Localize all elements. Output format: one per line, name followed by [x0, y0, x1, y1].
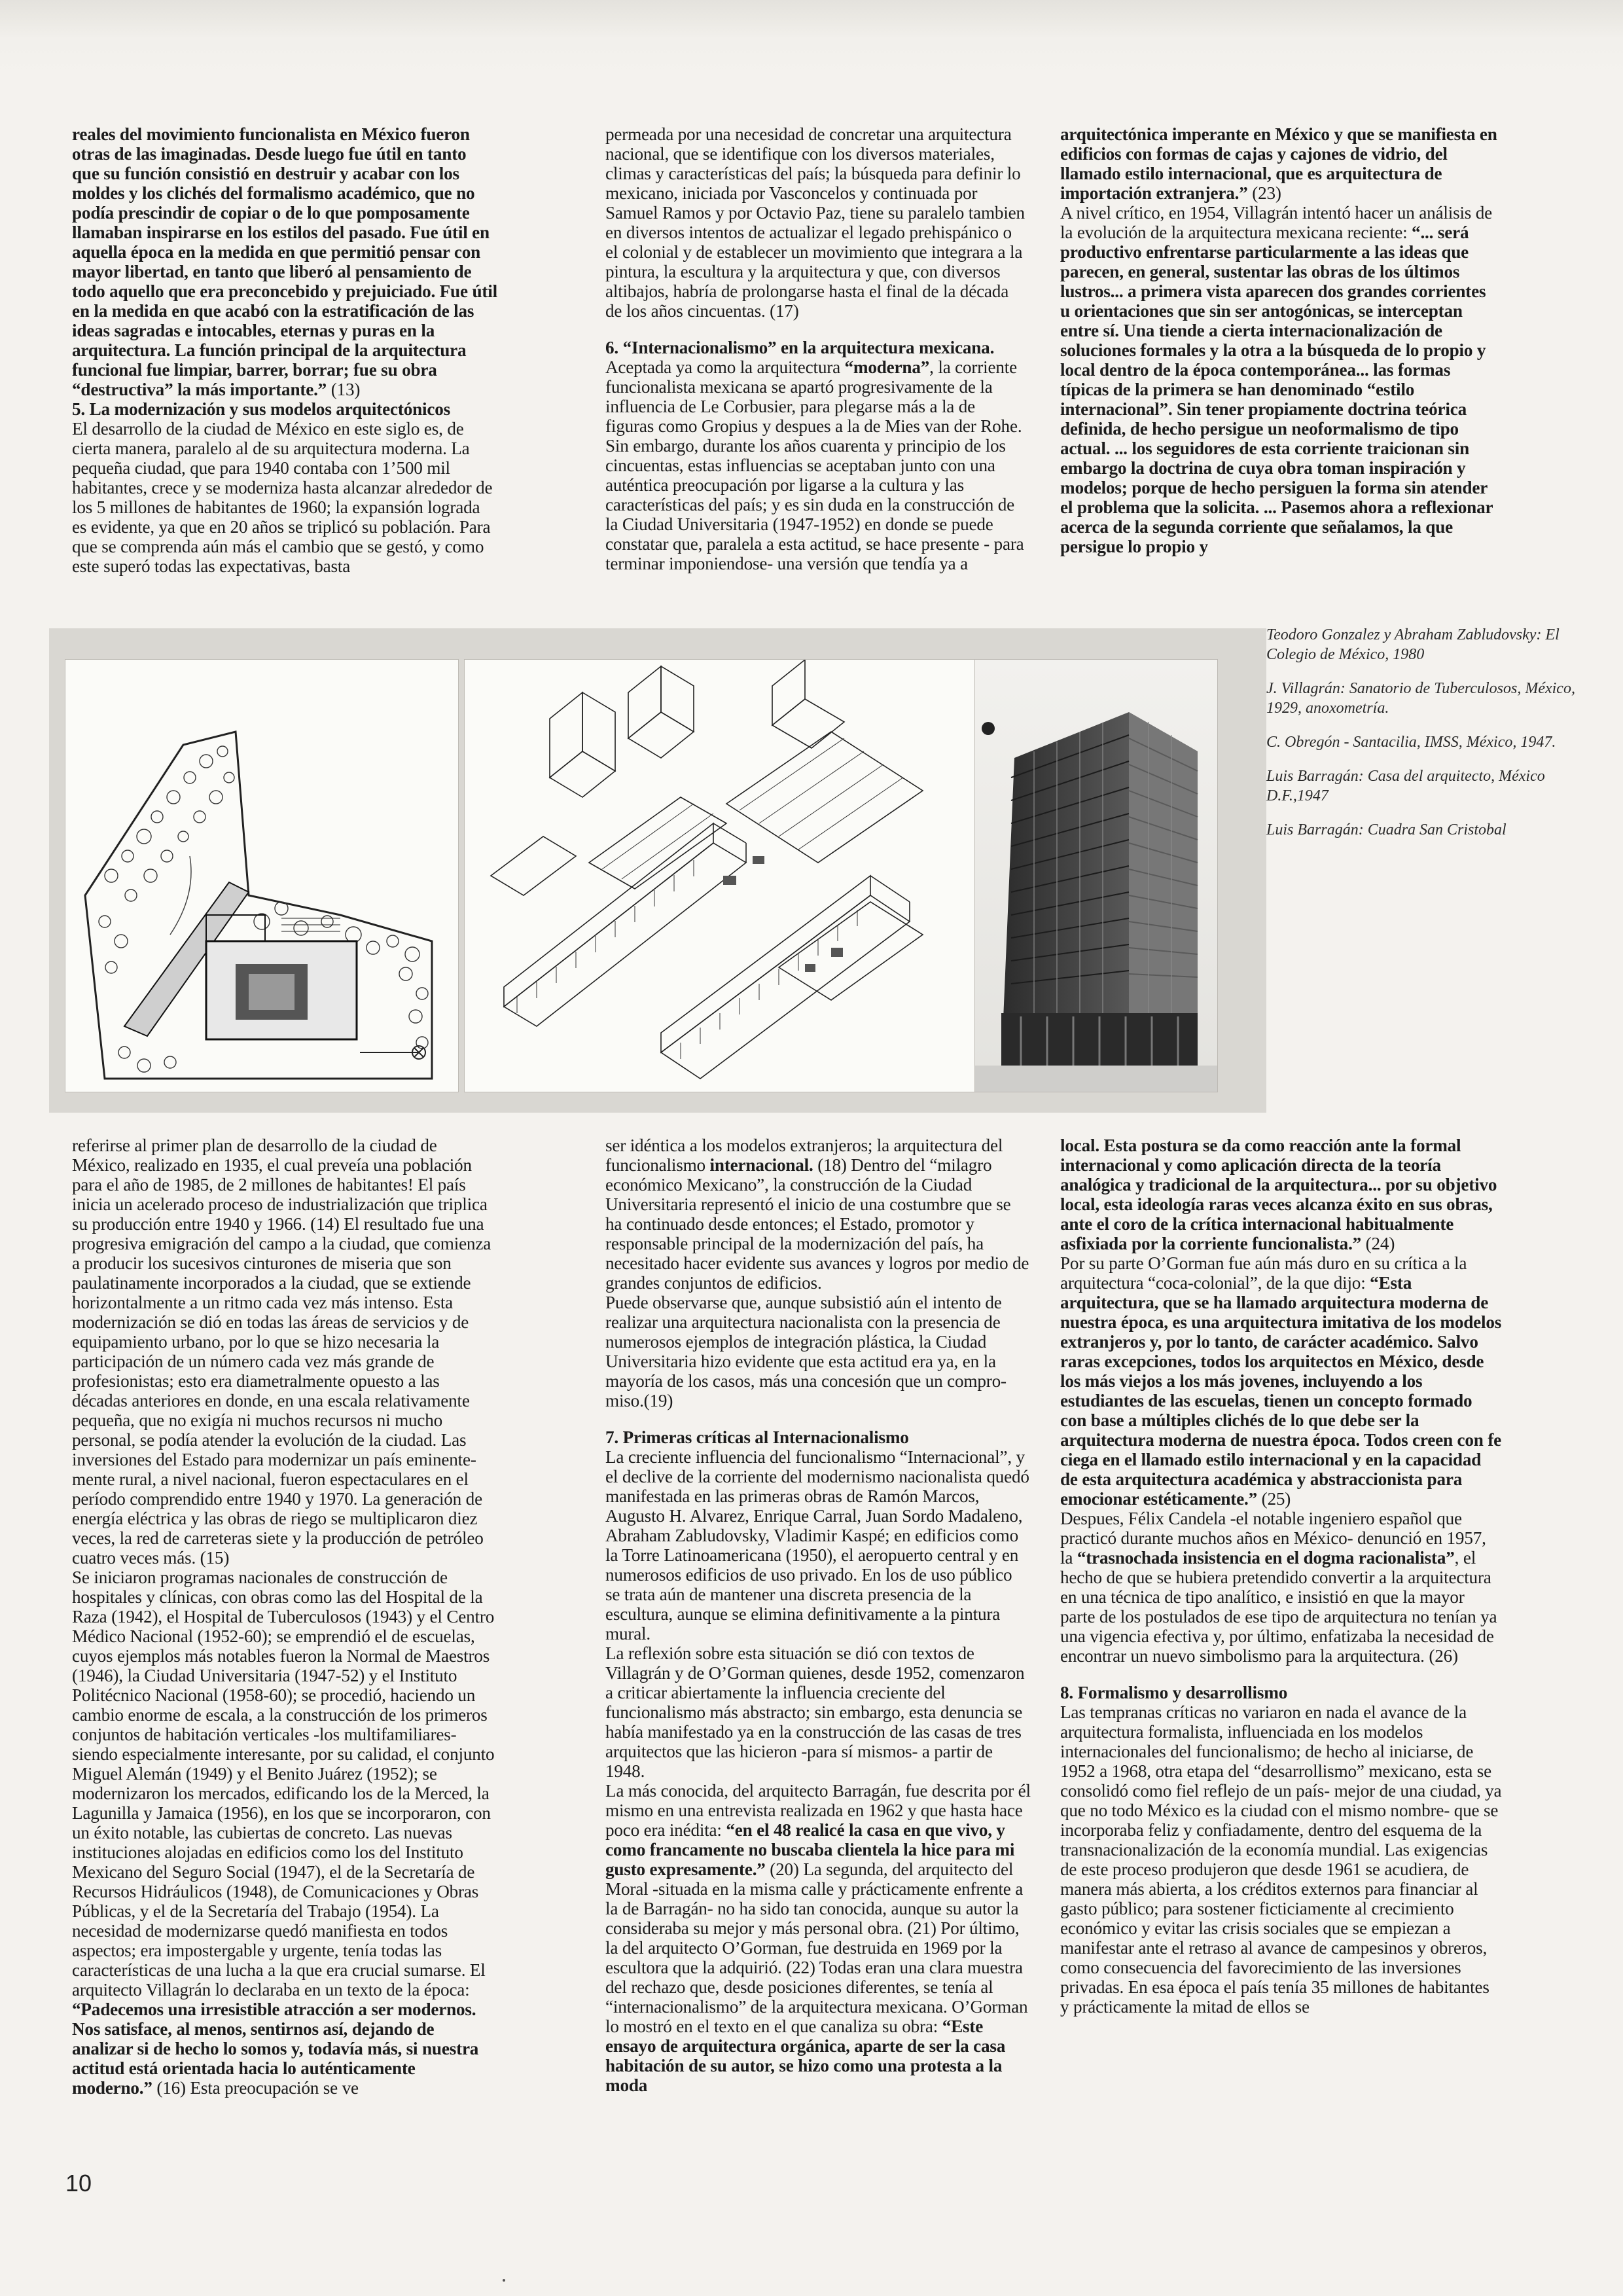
caption: J. Villagrán: Sanatorio de Tuberculosos, México, 1929, anoxometría. [1266, 680, 1575, 717]
text-span: La más conocida, del arquitecto Barragán, fue descrita por él mismo en una entrevista realizada en 1962 y que hasta hace poco era inédita: [605, 1781, 1031, 1840]
site-plan-image [65, 660, 458, 1092]
section-heading-5: 5. La modernización y sus modelos arquitectónicos [72, 399, 451, 419]
paragraph [605, 1136, 1031, 1293]
caption: Luis Barragán: Cuadra San Cristobal [1266, 821, 1507, 838]
text-span: A nivel crítico, en 1954, Villagrán intentó hacer un análisis de la evolución de la arquitectura mexicana reciente: [1060, 203, 1493, 242]
quote-text: “Esta arquitectura, que se ha llamado arquitectura moderna de nuestra época, es una arquitectura imitativa de los modelos extranjeros y, por lo tanto, de carácter académico. Salvo raras excepciones, todos los arquitectos en México, desde los más viejos a los más jovenes, incluyendo a los estudiantes de las escuelas, tienen un concepto formado con base a múltiples clichés de lo que debe ser la arquitectura moderna de nuestra época. Todos creen con fe ciega en el llamado estilo internacional y en la capacidad de esta arquitectura académica y abstraccionista para emocionar estéticamente.” [1060, 1273, 1502, 1509]
section-heading-6: 6. “Internacionalismo” en la arquitectura mexicana. [605, 338, 995, 357]
text-span: ser idéntica a los modelos extranjeros; la arquitectura del funcionalismo [605, 1136, 1003, 1175]
section-heading-8: 8. Formalismo y desarrollismo [1060, 1683, 1288, 1702]
text-span: Aceptada ya como la arquitectura [605, 357, 845, 377]
quote-text: local. Esta postura se da como reacción ante la formal internacional y como aplicación directa de la teoría analógica y tradicional de la arquitectura... por su objetivo local, esta ideología raras veces alcanza éxito en sus obras, ante el coro de la crítica internacional habitualmente asfixiada por la corriente funcionalista.” [1060, 1136, 1497, 1253]
quote-text: reales del movimiento funcionalista en México fueron otras de las imaginadas. Desde luego fue útil en tanto que su función consistió en destruir y acabar con los moldes y los clichés del formalismo académico, que no podía prescindir de copiar o de lo que pomposamente llamaban inspirarse en los estilos del pasado. Fue útil en aquella época en la medida en que permitió pensar con mayor libertad, en tanto que liberó al pensamiento de todo aquello que era preconcebido y prejuiciado. Fue útil en la medida en que acabó con la estratificación de las ideas sagradas e intocables, eternas y puras en la arquitectura. La función principal de la arquitectura funcional fue limpiar, barrer, borrar; fue su obra “destructiva” la más importante.” [72, 124, 497, 399]
footnote-ref: (23) [1247, 183, 1281, 203]
paragraph [1060, 1253, 1502, 1509]
paragraph: La reflexión sobre esta situación se dió con textos de Villagrán y de O’Gorman quienes, desde 1952, comenzaron a criticar abiertamente la influencia creciente del funcionalismo más abstracto; sin embargo, esta denuncia se había manifestado ya en la construcción de las casas de tres arquitectos que las hicieron -para sí mismos- a partir de 1948. [605, 1643, 1025, 1781]
top-column-3 [1060, 124, 1499, 556]
paragraph [1060, 124, 1499, 203]
figure-captions [1266, 625, 1594, 854]
quote-text: arquitectónica imperante en México y que se manifiesta en edificios con formas de cajas y cajones de vidrio, del llamado estilo internacional, que es arquitectura de importación extranjera.” [1060, 124, 1497, 203]
text-span: (16) Esta preocupación se ve [152, 2078, 359, 2098]
footnote-ref: (24) [1361, 1234, 1395, 1253]
bold-term: internacional. [709, 1155, 813, 1175]
footnote-ref: (13) [327, 380, 361, 399]
paragraph: El desarrollo de la ciudad de México en este siglo es, de cierta manera, paralelo al de su arquitectura moderna. La pequeña ciudad, que para 1940 contaba con 1’500 mil habitantes, crece y se moderniza hasta alcanzar alrededor de los 5 millones de habitantes de 1960; la expansión lograda es evidente, ya que en 20 años se triplicó su población. Para que se comprenda aún más el cambio que se gestó, y como este superó todas las expectativas, basta [72, 419, 493, 576]
paragraph: Puede observarse que, aunque subsistió aún el intento de realizar una arquitectura nacionalista con la presencia de numerosos ejemplos de integración plástica, la Ciudad Universitaria hizo evidente que esta actitud era ya, en la mayoría de los casos, más una concesión que un compromiso.(19) [605, 1293, 1007, 1410]
text-span: (20) La segunda, del arquitecto del Moral -situada en la misma calle y prácticamente enfrente a la de Barragán- no ha sido tan conocida, aunque su autor la consideraba su mejor y más personal obra. (21) Por último, la del arquitecto O’Gorman, fue destruida en 1969 por la escultora que la adquirió. (22) Todas eran una clara muestra del rechazo que, desde posiciones diferentes, se tenía al “internacionalismo” de la arquitectura mexicana. O’Gorman lo mostró en el texto en el que canaliza su obra: [605, 1859, 1028, 2036]
page-number: 10 [65, 2170, 92, 2197]
paragraph [72, 1568, 497, 2098]
paragraph: permeada por una necesidad de concretar una arquitectura nacional, que se identifique con los diversos materiales, climas y características del país; la búsqueda para definir lo mexicano, iniciada por Vasconcelos y continuada por Samuel Ramos y por Octavio Paz, tiene su paralelo tambien en diversos intentos de actualizar el legado prehispánico o el colonial y de establecer un movimiento que integrara a la pintura, la escultura y la arquitectura y que, con diversos altibajos, habría de prolongarse hasta el final de la década de los años cincuentas. (17) [605, 124, 1025, 321]
paragraph [72, 124, 497, 399]
paragraph [1060, 1509, 1502, 1666]
caption: C. Obregón - Santacilia, IMSS, México, 1947. [1266, 734, 1556, 751]
building-photo-image [975, 660, 1217, 1092]
footnote-ref: (25) [1257, 1489, 1291, 1509]
top-column-1 [72, 124, 497, 576]
bottom-column-3 [1060, 1136, 1502, 2017]
caption: Teodoro Gonzalez y Abraham Zabludovsky: El Colegio de México, 1980 [1266, 626, 1560, 663]
paragraph [605, 357, 1027, 573]
paragraph [1060, 203, 1499, 556]
axonometric-drawing-image [465, 660, 982, 1092]
paragraph: Las tempranas críticas no variaron en nada el avance de la arquitectura formalista, influenciada en los modelos internacionales del funcionalismo; de hecho al iniciarse, de 1952 a 1968, otra etapa del “desarrollismo” mexicano, esta se consolidó como fiel reflejo de un país- mejor de una ciudad, ya que no todo México es la ciudad con el mismo nombre- que se incorporaba feliz y confiadamente, dentro del esquema de la transnacionalización de la economía mundial. Las exigencias de este proceso produjeron que desde 1961 se acudiera, de manera más abierta, a los créditos externos para financiar al gasto público; para sostener ficticiamente al crecimiento económico y evitar las crisis sociales que se empiezan a manifestar ante el retraso al avance de campesinos y obreros, como consecuencia del favorecimiento de las inversiones privadas. En esa época el país tenía 35 millones de habitantes y prácticamente la mitad de ellos se [1060, 1702, 1502, 2017]
bottom-column-2 [605, 1136, 1031, 2095]
top-column-2 [605, 124, 1027, 573]
text-span: , la corriente funcionalista mexicana se apartó progresivamente de la influencia de Le Corbusier, para plegarse más a la de figuras como Gropius y despues a la de Mies van der Rohe. Sin embargo, durante los años cuarenta y principio de los cincuentas, estas influencias se aceptaban junto con una auténtica preocupación por ligarse a la cultura y las características del país; y es sin duda en la construcción de la Ciudad Universitaria (1947-1952) en donde se puede constatar que, paralela a esta actitud, se hace presente - para terminar imponiendose- una versión que tendía ya a [605, 357, 1024, 573]
speck [503, 2279, 505, 2282]
text-span: Despues, Félix Candela -el notable ingeniero español que practicó durante muchos años en México- denunció en 1957, la [1060, 1509, 1486, 1568]
quote-text: “... será productivo enfrentarse particularmente a las ideas que parecen, en general, sustentar las obras de los últimos lustros... a primera vista aparecen dos grandes corrientes u orientaciones que sin ser antogónicas, se interceptan entre sí. Una tiende a cierta internacionalización de soluciones formales y la otra a la búsqueda de lo propio y local dentro de la época contemporánea... las formas típicas de la primera se han denominado “estilo internacional”. Sin tener propiamente doctrina teórica definida, de hecho persigue un neoformalismo de tipo actual. ... los seguidores de esta corriente traicionan sin embargo la doctrina de cuya obra toman inspiración y modelos; porque de hecho persiguen la forma sin atender el problema que la solicita. ... Pasemos ahora a reflexionar acerca de la segunda corriente que señalamos, la que persigue lo propio y [1060, 223, 1493, 556]
bottom-column-1 [72, 1136, 497, 2098]
quote-text: “Padecemos una irresistible atracción a ser modernos. Nos satisface, al menos, sentirnos así, dejando de analizar si de hecho lo somos y, todavía más, si nuestra actitud está orientada hacia lo auténticamente moderno.” [72, 2000, 479, 2098]
text-span: Por su parte O’Gorman fue aún más duro en su crítica a la arquitectura “coca-colonial”, de la que dijo: [1060, 1253, 1467, 1293]
text-span: Se iniciaron programas nacionales de construcción de hospitales y clínicas, con obras como las del Hospital de la Raza (1942), el Hospital de Tuberculosos (1943) y el Centro Médico Nacional (1952-60); se emprendió el de escuelas, cuyos ejemplos más notables fueron la Normal de Maestros (1946), la Ciudad Universitaria (1947-52) y el Instituto Politécnico Nacional (1958-60); se procedió, haciendo un cambio enorme de escala, a la construcción de los primeros conjuntos de habitación verticales -los multifamiliares- siendo especialmente interesante, por su calidad, el conjunto Miguel Alemán (1949) y el Benito Juárez (1952); se modernizaron los mercados, edificando los de la Merced, la Lagunilla y Jamaica (1956), en los que se incorporaron, con un éxito notable, las cubiertas de concreto. Las nuevas instituciones alojadas en edificios como los del Instituto Mexicano del Seguro Social (1947), el de la Secretaría de Recursos Hidráulicos (1948), de Comunicaciones y Obras Públicas, y el de la Secretaría del Trabajo (1954). La necesidad de modernizarse quedó manifiesta en todos aspectos; era impostergable y urgente, tenía todas las características de una lucha a la que era crucial sumarse. El arquitecto Villagrán lo declaraba en un texto de la época: [72, 1568, 495, 2000]
quote-text: “Este ensayo de arquitectura orgánica, aparte de ser la casa habitación de su autor, se hizo como una protesta a la moda [605, 2017, 1006, 2095]
paragraph: La creciente influencia del funcionalismo “Internacional”, y el declive de la corriente del modernismo nacionalista quedó manifestada en las primeras obras de Ramón Marcos, Augusto H. Alvarez, Enrique Carral, Juan Sordo Madaleno, Abraham Zabludovsky, Vladimir Kaspé; en edificios como la Torre Latinoamericana (1950), el aeropuerto central y en numerosos edificios de uso privado. En los de uso público se trata aún de mantener una discreta presencia de la escultura, aunque se elimina definitivamente a la pintura mural. [605, 1447, 1029, 1643]
quote-text: “trasnochada insistencia en el dogma racionalista” [1077, 1548, 1455, 1568]
section-heading-7: 7. Primeras críticas al Internacionalismo [605, 1427, 909, 1447]
text-span: (18) Dentro del “milagro económico Mexicano”, la construcción de la Ciudad Universitaria representó el inicio de una costumbre que se ha continuado desde entonces; el Estado, promotor y responsable principal de la modernización del país, ha necesitado hacer evidente sus avances y logros por medio de grandes conjuntos de edificios. [605, 1155, 1029, 1293]
paragraph [1060, 1136, 1502, 1253]
bold-term: “moderna” [844, 357, 930, 377]
text-span: , el hecho de que se hubiera pretendido convertir a la arquitectura en una técnica de tipo analítico, e insistió en que la mayor parte de los postulados de ese tipo de arquitectura no tenían ya una vigencia efectiva y, por último, enfatizaba la necesidad de encontrar un nuevo simbolismo para la arquitectura. (26) [1060, 1548, 1497, 1666]
paragraph: referirse al primer plan de desarrollo de la ciudad de México, realizado en 1935, el cual preveía una población para el año de 1985, de 2 millones de habitantes! El país inicia un acelerado proceso de industrialización que triplica su producción entre 1940 y 1966. (14) El resultado fue una progresiva emigración del campo a la ciudad, que comienza a producir los sucesivos cinturones de miseria que son paulatinamente incorporados a la ciudad, que se extiende horizontalmente a un ritmo cada vez más intenso. Esta modernización se dió en todas las áreas de servicios y de equipamiento urbano, por lo que se hizo necesaria la participación de un número cada vez más grande de profesionistas; esto era diametralmente opuesto a las décadas anteriores en donde, en una escala relativamente pequeña, que no exigía ni muchos recursos ni mucho personal, se podía atender la evolución de la ciudad. Las inversiones del Estado para modernizar un país eminentemente rural, a nivel nacional, fueron espectaculares en el período comprendido entre 1940 y 1970. La generación de energía eléctrica y las obras de riego se multiplicaron diez veces, la red de carreteras siete y la producción de petróleo cuatro veces más. (15) [72, 1136, 491, 1568]
caption: Luis Barragán: Casa del arquitecto, México D.F.,1947 [1266, 768, 1545, 804]
paragraph [605, 1781, 1031, 2095]
quote-text: “en el 48 realicé la casa en que vivo, y como francamente no buscaba clientela la hice para mi gusto expresamente.” [605, 1820, 1015, 1879]
